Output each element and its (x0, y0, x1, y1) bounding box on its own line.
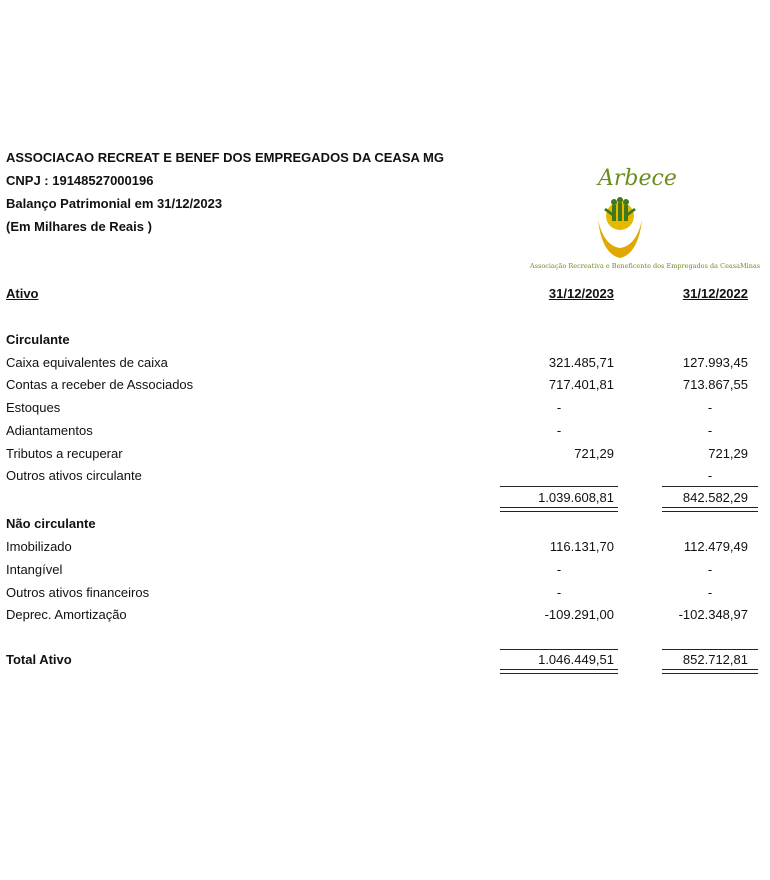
table-row (0, 607, 770, 625)
table-row (0, 585, 770, 603)
row-value-2022: -102.348,97 (678, 607, 748, 622)
table-row (0, 562, 770, 580)
total-label: Total Ativo (6, 652, 72, 667)
section-heading (0, 332, 770, 350)
row-value-2022: - (707, 400, 713, 415)
row-value-2022: 721,29 (708, 446, 748, 461)
cnpj-label: CNPJ : 19148527000196 (6, 173, 154, 188)
report-title: Balanço Patrimonial em 31/12/2023 (6, 196, 223, 211)
total-rule-2022 (662, 649, 758, 650)
row-label: Outros ativos financeiros (6, 585, 150, 600)
row-value-2022: - (707, 562, 713, 577)
row-value-2023: - (556, 585, 562, 600)
table-row (0, 446, 770, 464)
logo-emblem-icon (530, 158, 720, 258)
section-heading (0, 516, 770, 534)
nao-circulante-title: Não circulante (6, 516, 96, 531)
double-rule-2022 (662, 507, 758, 512)
row-label: Caixa equivalentes de caixa (6, 355, 168, 370)
circulante-title: Circulante (6, 332, 70, 347)
row-value-2022: 713.867,55 (682, 377, 748, 392)
row-label: Tributos a recuperar (6, 446, 123, 461)
row-value-2022: 127.993,45 (682, 355, 748, 370)
subtotal-row (0, 490, 770, 508)
row-value-2023: - (556, 423, 562, 438)
row-label: Outros ativos circulante (6, 468, 142, 483)
subtotal-2023: 1.039.608,81 (538, 490, 614, 505)
row-label: Intangível (6, 562, 63, 577)
double-rule-2023 (500, 507, 618, 512)
row-value-2023: -109.291,00 (544, 607, 614, 622)
table-row (0, 377, 770, 395)
row-value-2023: 116.131,70 (549, 539, 614, 554)
row-value-2023: 321.485,71 (548, 355, 614, 370)
total-rule-2023 (500, 649, 618, 650)
subtotal-2022: 842.582,29 (682, 490, 748, 505)
col-header-2022: 31/12/2022 (682, 286, 748, 301)
logo-wordmark: Arbece (598, 166, 677, 191)
section-title-ativo: Ativo (6, 286, 39, 301)
row-label: Contas a receber de Associados (6, 377, 194, 392)
row-value-2023: 721,29 (574, 446, 614, 461)
table-row (0, 423, 770, 441)
table-header (0, 286, 770, 304)
logo-caption: Associação Recreativa e Beneficente dos Empregados da CeasaMinas (530, 262, 761, 270)
row-value-2023: 717.401,81 (548, 377, 614, 392)
total-2023: 1.046.449,51 (538, 652, 614, 667)
table-row (0, 539, 770, 557)
row-value-2023: - (556, 400, 562, 415)
subtotal-rule-2023 (500, 486, 618, 487)
total-double-rule-2022 (662, 669, 758, 674)
row-label: Adiantamentos (6, 423, 93, 438)
company-name: ASSOCIACAO RECREAT E BENEF DOS EMPREGADOS DA CEASA MG (6, 150, 444, 165)
row-value-2023: - (556, 562, 562, 577)
table-row (0, 468, 770, 486)
row-label: Deprec. Amortização (6, 607, 127, 622)
total-double-rule-2023 (500, 669, 618, 674)
table-row (0, 400, 770, 418)
row-label: Estoques (6, 400, 61, 415)
table-row (0, 355, 770, 373)
row-value-2022: 112.479,49 (683, 539, 748, 554)
col-header-2023: 31/12/2023 (548, 286, 614, 301)
subtotal-rule-2022 (662, 486, 758, 487)
arbece-logo (530, 158, 761, 278)
row-value-2022: - (707, 468, 713, 483)
row-value-2022: - (707, 423, 713, 438)
total-2022: 852.712,81 (682, 652, 748, 667)
units-note: (Em Milhares de Reais ) (6, 219, 152, 234)
total-row (0, 652, 770, 670)
row-label: Imobilizado (6, 539, 72, 554)
row-value-2022: - (707, 585, 713, 600)
